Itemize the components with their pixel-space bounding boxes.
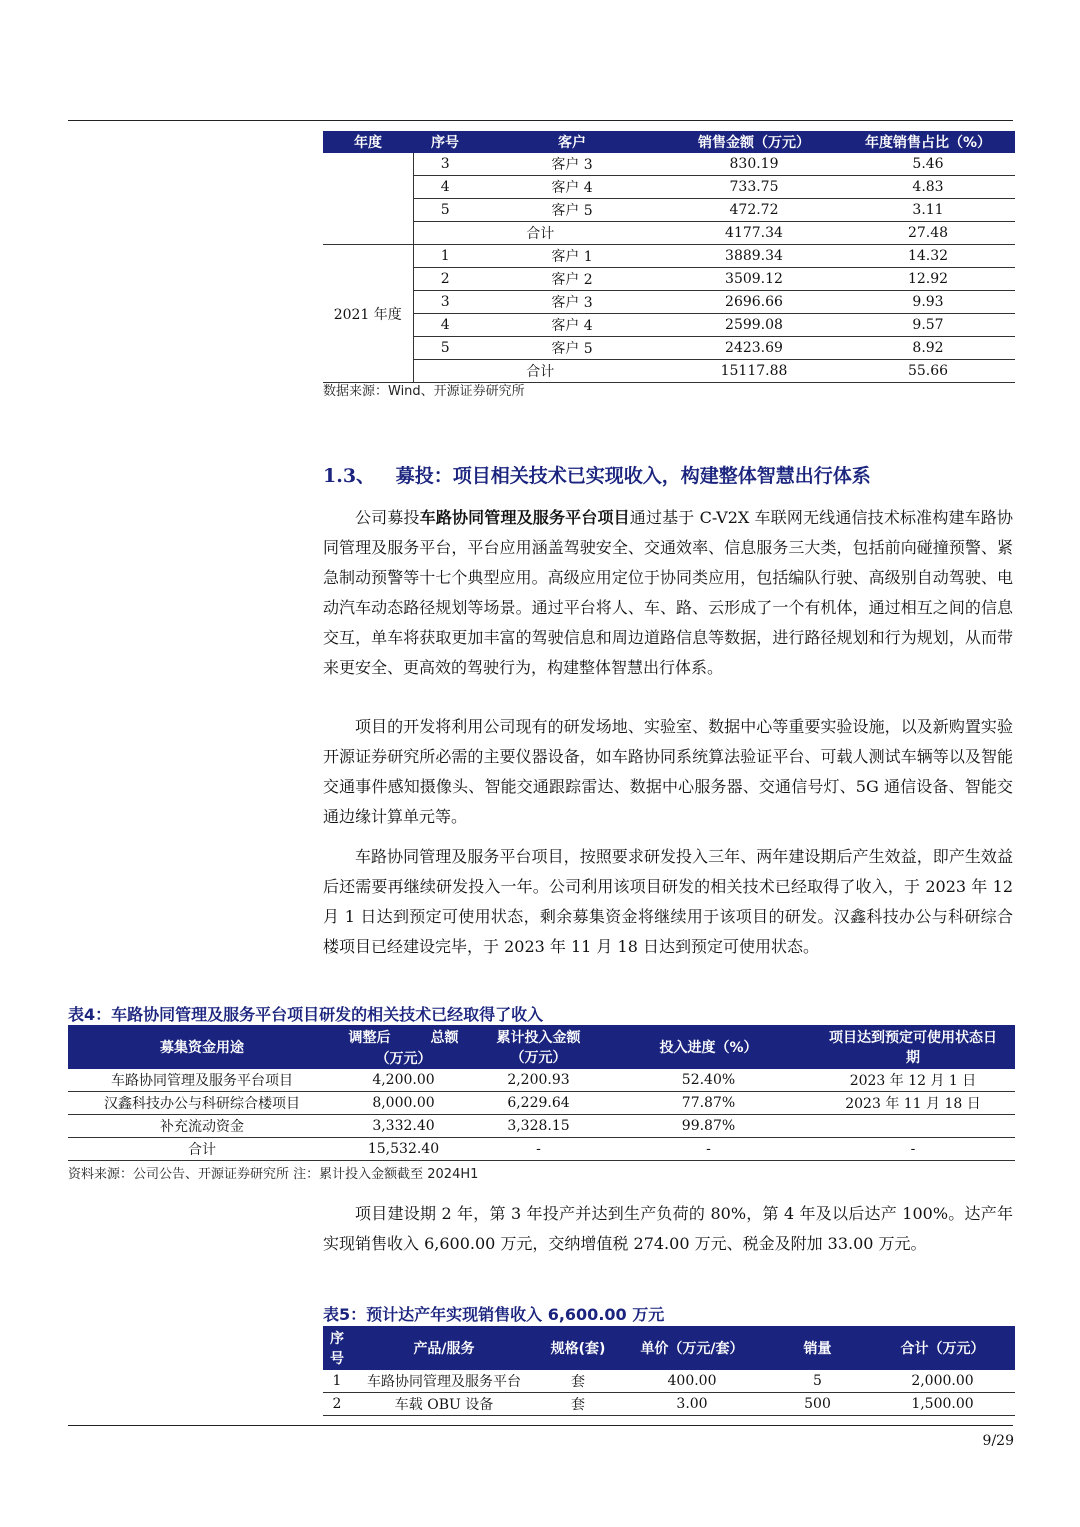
col-amount: 销售金额（万元） — [667, 131, 841, 153]
col-ready-date: 项目达到预定可使用状态日 期 — [811, 1025, 1015, 1069]
col-qty: 销量 — [765, 1326, 870, 1370]
bottom-rule — [68, 1425, 1013, 1426]
year-2021-label: 2021 年度 — [323, 245, 413, 383]
redaction-block — [391, 1028, 431, 1048]
table-row: 3 客户 3 830.19 5.46 — [323, 153, 1015, 176]
col-progress: 投入进度（%） — [606, 1025, 811, 1069]
table-row: 1 车路协同管理及服务平台 套 400.00 5 2,000.00 — [323, 1370, 1015, 1393]
table-row: 5 客户 5 472.72 3.11 — [323, 199, 1015, 222]
table-row: 补充流动资金 3,332.40 3,328.15 99.87% — [68, 1115, 1015, 1138]
table-total-row: 合计 4177.34 27.48 — [323, 222, 1015, 245]
table-row: 5 客户 5 2423.69 8.92 — [323, 337, 1015, 360]
fund-usage-table — [68, 1025, 1015, 1161]
col-client: 客户 — [477, 131, 667, 153]
table4-source: 资料来源：公司公告、开源证券研究所 注：累计投入金额截至 2024H1 — [68, 1167, 479, 1182]
table5-caption: 表5：预计达产年实现销售收入 6,600.00 万元 — [323, 1305, 665, 1324]
col-price: 单价（万元/套） — [619, 1326, 765, 1370]
col-year: 年度 — [323, 131, 413, 153]
table-row: 2 车载 OBU 设备 套 3.00 500 1,500.00 — [323, 1393, 1015, 1416]
page-number: 9/29 — [982, 1433, 1014, 1449]
col-no: 序号 — [413, 131, 477, 153]
paragraph-4: 项目建设期 2 年，第 3 年投产并达到生产负荷的 80%，第 4 年及以后达产 100%。达产年实现销售收入 6,600.00 万元，交纳增值税 274.00 万元、税金及附加 33.00 万元。 — [323, 1204, 1013, 1253]
customer-sales-table — [323, 131, 1015, 383]
bold-project-name: 车路协同管理及服务平台项目 — [419, 508, 630, 527]
col-no: 序 号 — [323, 1326, 351, 1370]
table-row: 3 客户 3 2696.66 9.93 — [323, 291, 1015, 314]
table-row: 4 客户 4 733.75 4.83 — [323, 176, 1015, 199]
paragraph-1: 公司募投车路协同管理及服务平台项目通过基于 C-V2X 车联网无线通信技术标准构建车路协同管理及服务平台，平台应用涵盖驾驶安全、交通效率、信息服务三大类，包括前向碰撞预警、紧急制动预警等十七个典型应用。高级应用定位于协同类应用，包括编队行驶、高级别自动驾驶、电动汽车动态路径规划等场景。通过平台将人、车、路、云形成了一个有机体，通过相互之间的信息交互，单车将获取更加丰富的驾驶信息和周边道路信息等数据，进行路径规划和行为规划，从而带来更安全、更高效的驾驶行为，构建整体智慧出行体系。 — [323, 508, 1013, 677]
section-title: 募投：项目相关技术已实现收入，构建整体智慧出行体系 — [395, 465, 871, 487]
section-heading — [323, 461, 871, 488]
col-total: 合计（万元） — [870, 1326, 1015, 1370]
table-total-row: 合计 15,532.40 - - - — [68, 1138, 1015, 1161]
table-row: 汉鑫科技办公与科研综合楼项目 8,000.00 6,229.64 77.87% 2023 年 11 月 18 日 — [68, 1092, 1015, 1115]
paragraph-2: 项目的开发将利用公司现有的研发场地、实验室、数据中心等重要实验设施，以及新购置实验开源证券研究所必需的主要仪器设备，如车路协同系统算法验证平台、可载人测试车辆等以及智能交通事件感知摄像头、智能交通跟踪雷达、数据中心服务器、交通信号灯、5G 通信设备、智能交通边缘计算单元等。 — [323, 717, 1013, 826]
table-row: 4 客户 4 2599.08 9.57 — [323, 314, 1015, 337]
sales-revenue-table — [323, 1326, 1015, 1416]
col-spec: 规格(套) — [537, 1326, 619, 1370]
table4-caption: 表4：车路协同管理及服务平台项目研发的相关技术已经取得了收入 — [68, 1005, 544, 1024]
col-adjusted: 调整后 总额 （万元） — [336, 1025, 471, 1069]
col-cumulative: 累计投入金额 （万元） — [471, 1025, 606, 1069]
table1-source: 数据来源：Wind、开源证券研究所 — [323, 384, 525, 399]
table-total-row: 合计 15117.88 55.66 — [323, 360, 1015, 383]
col-product: 产品/服务 — [351, 1326, 537, 1370]
table-row: 车路协同管理及服务平台项目 4,200.00 2,200.93 52.40% 2023 年 12 月 1 日 — [68, 1069, 1015, 1092]
paragraph-3: 车路协同管理及服务平台项目，按照要求研发投入三年、两年建设期后产生效益，即产生效益后还需要再继续研发投入一年。公司利用该项目研发的相关技术已经取得了收入，于 2023 年 12 月 1 日达到预定可使用状态，剩余募集资金将继续用于该项目的研发。汉鑫科技办公与科研综合楼项目已经建设完毕，于 2023 年 11 月 18 日达到预定可使用状态。 — [323, 847, 1013, 956]
table-row: 2021 年度 1 客户 1 3889.34 14.32 — [323, 245, 1015, 268]
top-rule — [68, 120, 1013, 121]
section-number: 1.3、 — [323, 465, 376, 487]
col-pct: 年度销售占比（%） — [841, 131, 1015, 153]
table-row: 2 客户 2 3509.12 12.92 — [323, 268, 1015, 291]
col-use: 募集资金用途 — [68, 1025, 336, 1069]
